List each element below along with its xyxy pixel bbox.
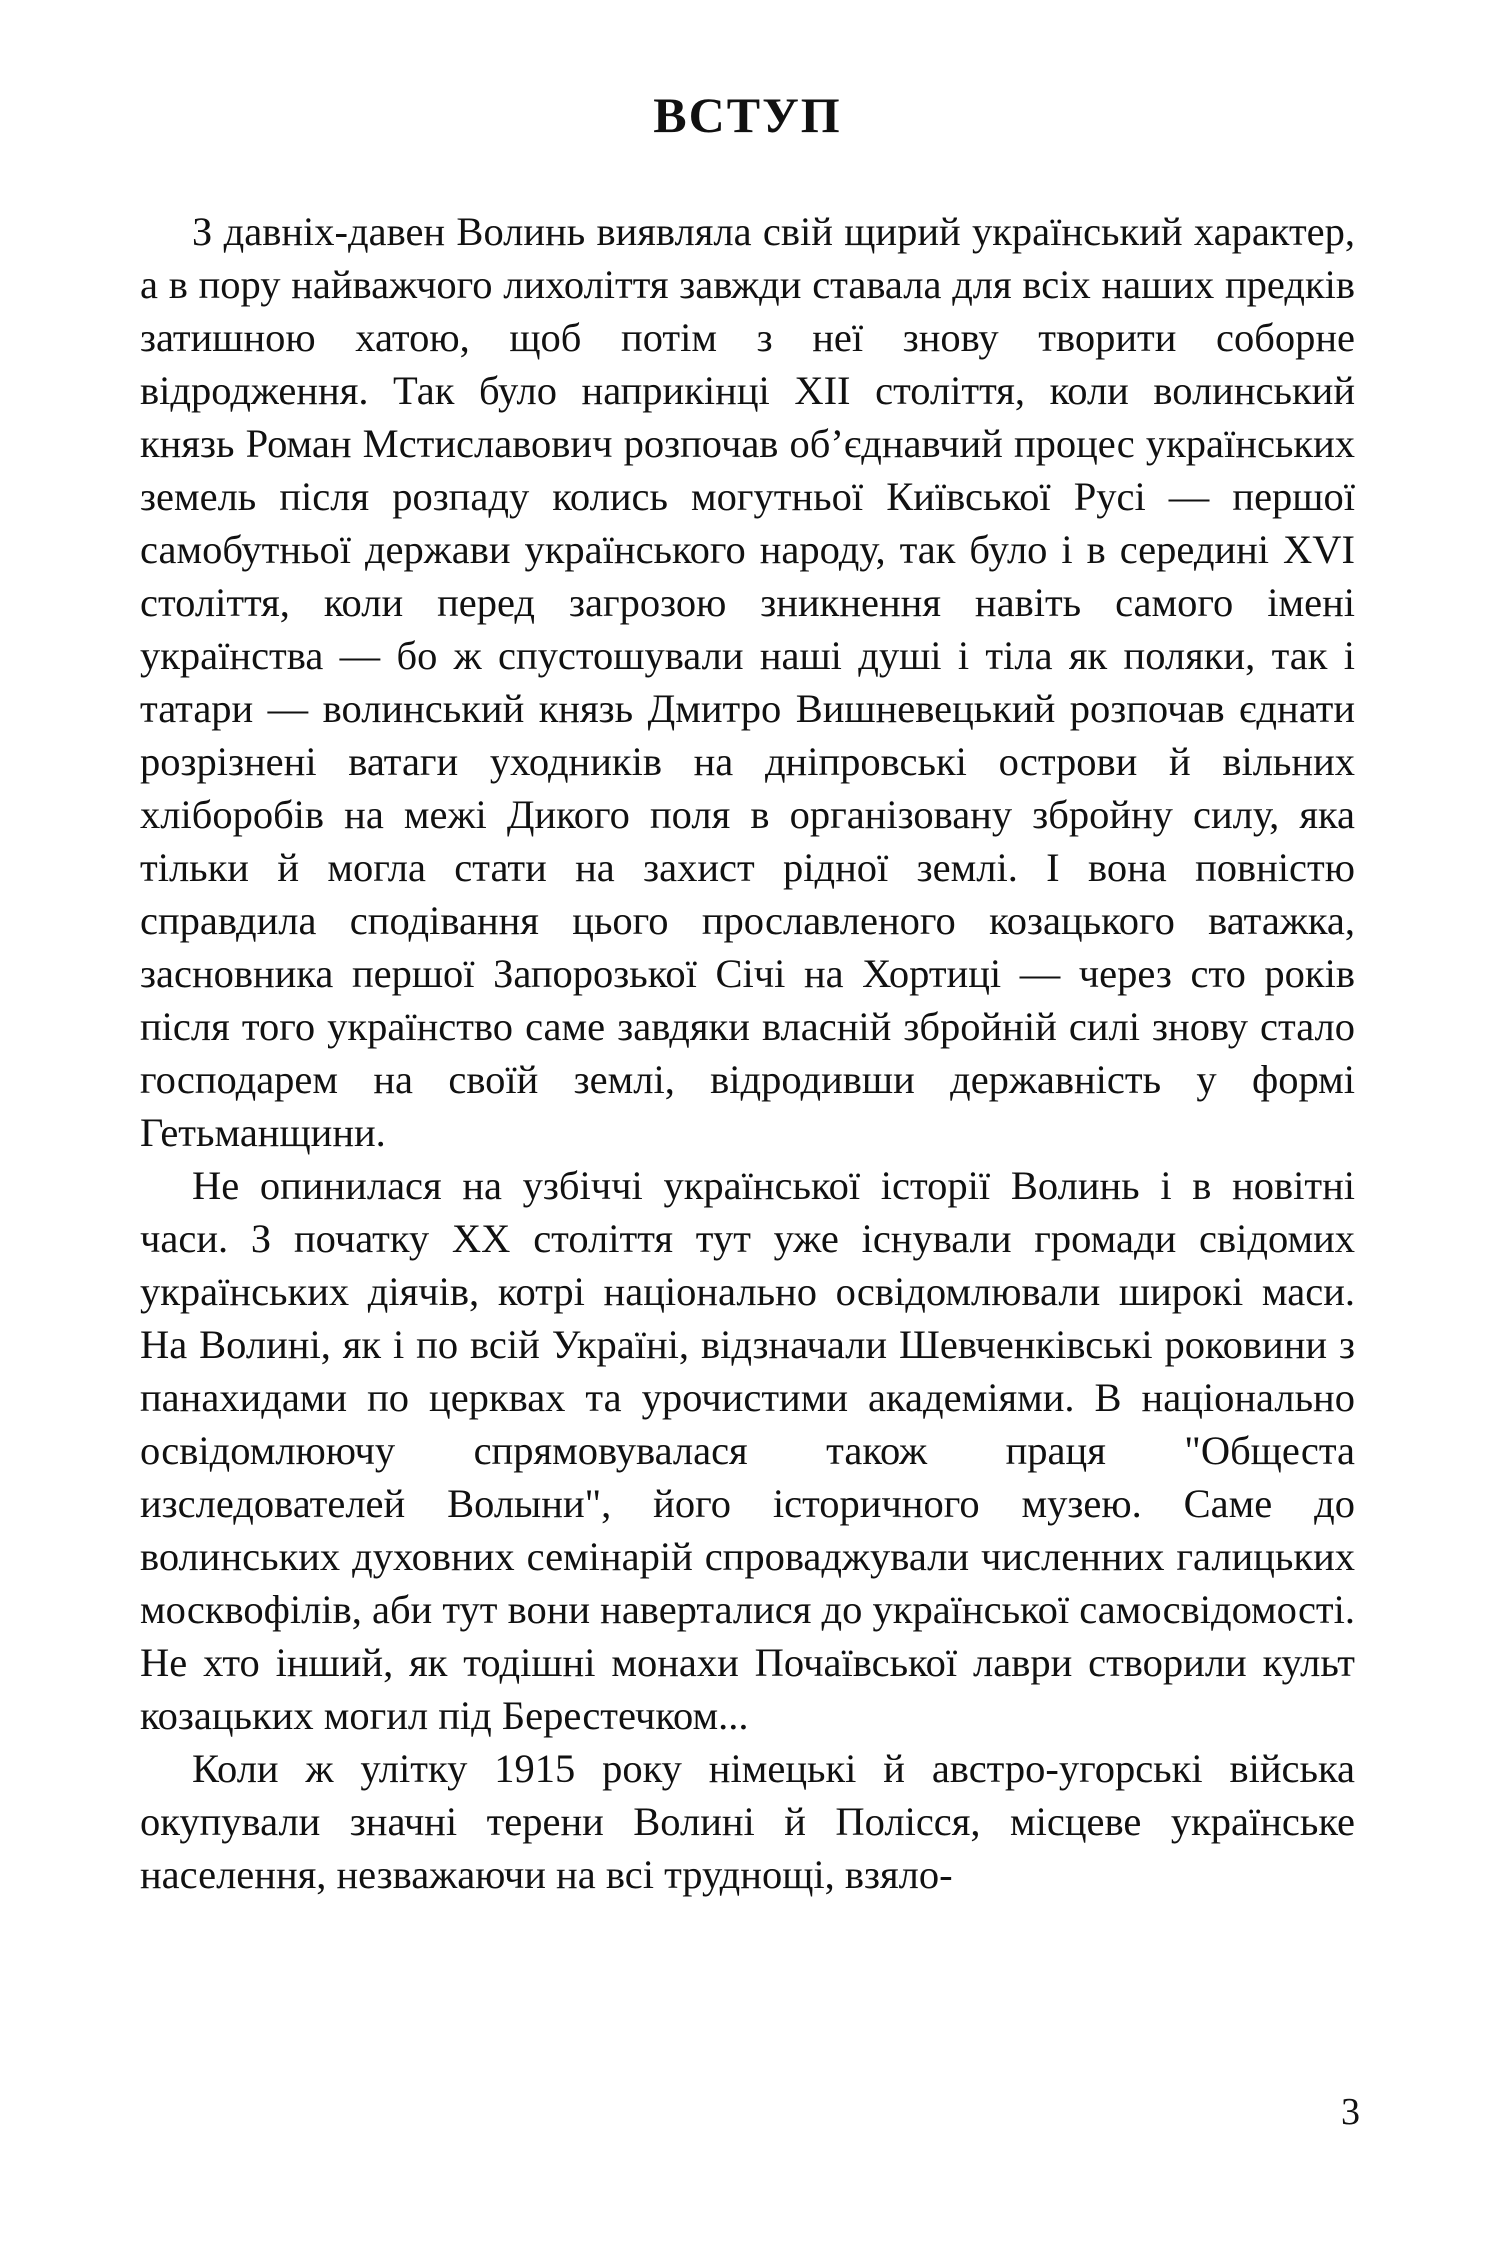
body-text <box>140 205 1355 1901</box>
paragraph-3: Коли ж улітку 1915 року німецькі й австро-угорські війська окупували значні терени Волині й Полісся, місцеве українське населення, незважаючи на всі труднощі, взяло- <box>140 1746 1355 1897</box>
paragraph-2: Не опинилася на узбіччі української історії Волинь і в новітні часи. З початку XX століття тут уже існували громади свідомих українських діячів, котрі національно освідомлювали широкі маси. На Волині, як і по всій Україні, відзначали Шевченківські роковини з панахидами по церквах та урочистими академіями. В національно освідомлюючу спрямовувалася також праця "Общеста изследователей Волыни", його історичного музею. Саме до волинських духовних семінарій спроваджували численних галицьких москвофілів, аби тут вони наверталися до української самосвідомості. Не хто інший, як тодішні монахи Почаївської лаври створили культ козацьких могил під Берестечком... <box>140 1163 1355 1738</box>
page-content <box>140 85 1355 1901</box>
page-number: 3 <box>1341 2091 1360 2133</box>
paragraph-1: З давніх-давен Волинь виявляла свій щирий український характер, а в пору найважчого лихоліття завжди ставала для всіх наших предків затишною хатою, щоб потім з неї знову творити соборне відродження. Так було наприкінці XII століття, коли волинський князь Роман Мстиславович розпочав об’єднавчий процес українських земель після розпаду колись могутньої Київської Русі — першої самобутньої держави українського народу, так було і в середині XVI століття, коли перед загрозою зникнення навіть самого імені українства — бо ж спустошували наші душі і тіла як поляки, так і татари — волинський князь Дмитро Вишневецький розпочав єднати розрізнені ватаги уходників на дніпровські острови й вільних хліборобів на межі Дикого поля в організовану збройну силу, яка тільки й могла стати на захист рідної землі. І вона повністю справдила сподівання цього прославленого козацького ватажка, засновника першої Запорозької Січі на Хортиці — через сто років після того українство саме завдяки власній збройній силі знову стало господарем на своїй землі, відродивши державність у формі Гетьманщини. <box>140 209 1355 1155</box>
page-title: ВСТУП <box>653 87 842 143</box>
